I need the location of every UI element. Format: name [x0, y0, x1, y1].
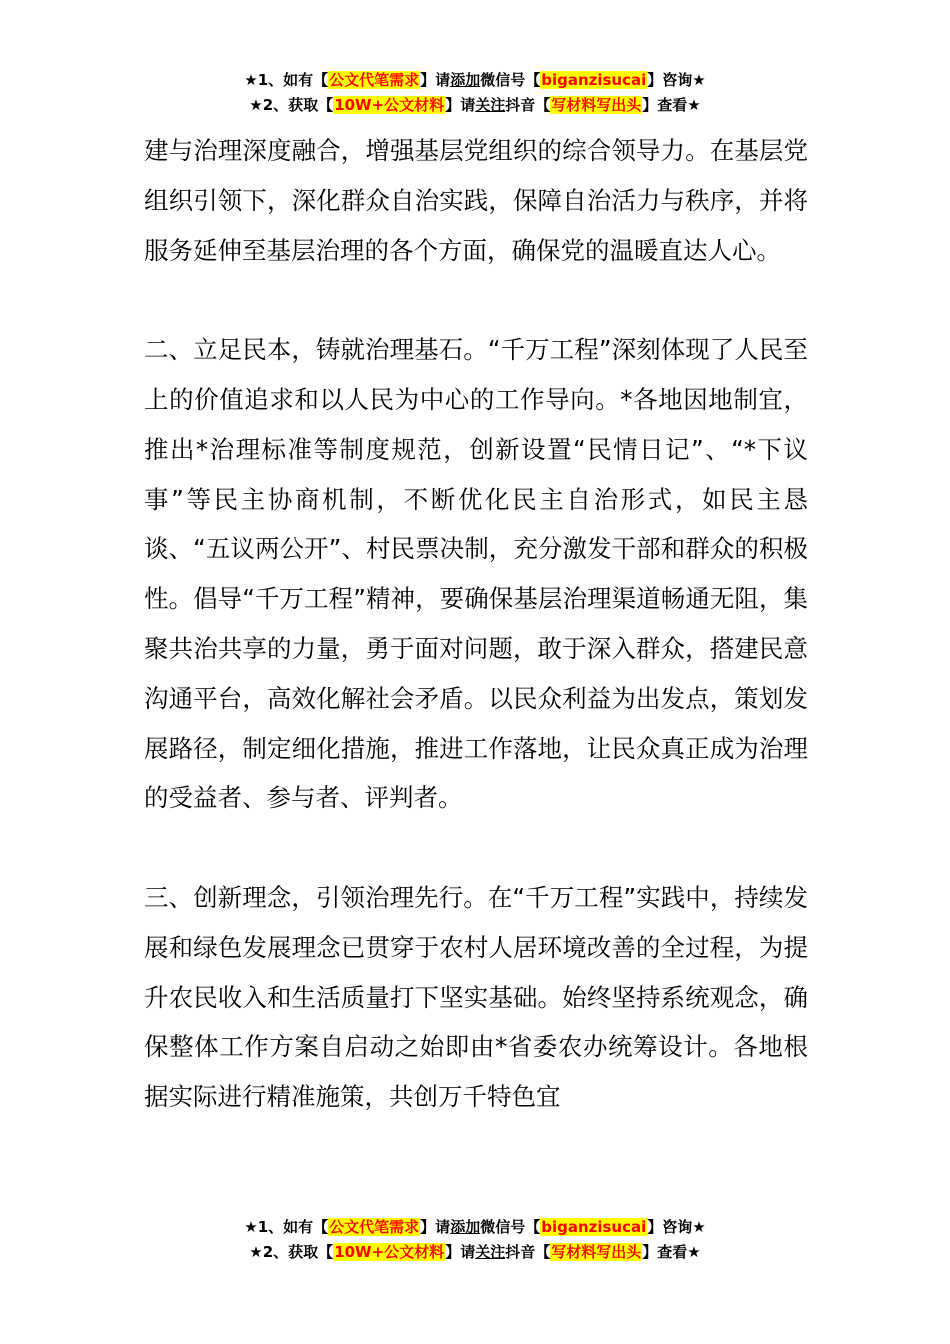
banner-line-1-mid: 】请	[420, 71, 451, 89]
banner-line-2-highlight-materials: 10W+公文材料	[334, 96, 445, 114]
banner-line-2-underlined: 关注	[475, 96, 506, 114]
footer-line-2-underlined: 关注	[475, 1243, 506, 1261]
footer-line-1-highlight-wechat: biganzisucai	[541, 1218, 647, 1236]
paragraph-2: 二、立足民本，铸就治理基石。“千万工程”深刻体现了人民至上的价值追求和以人民为中心的工作导向。*各地因地制宜，推出*治理标准等制度规范，创新设置“民情日记”、“*下议事”等民主协商机制，不断优化民主自治形式，如民主恳谈、“五议两公开”、村民票决制，充分激发干部和群众的积极性。倡导“千万工程”精神，要确保基层治理渠道畅通无阻，集聚共治共享的力量，勇于面对问题，敢于深入群众，搭建民意沟通平台，高效化解社会矛盾。以民众利益为出发点，策划发展路径，制定细化措施，推进工作落地，让民众真正成为治理的受益者、参与者、评判者。	[144, 335, 808, 813]
banner-line-2-prefix: ★2、获取【	[249, 96, 334, 114]
footer-line-1-mid2: 微信号【	[480, 1218, 541, 1236]
footer-line-2-mid: 】请	[445, 1243, 476, 1261]
banner-line-1-highlight-service: 公文代笔需求	[329, 71, 420, 89]
banner-line-1-mid2: 微信号【	[480, 71, 541, 89]
footer-line-1-prefix: ★1、如有【	[244, 1218, 329, 1236]
footer-line-1-mid: 】请	[420, 1218, 451, 1236]
banner-line-2-suffix: 】查看★	[642, 96, 701, 114]
paragraph-spacer	[144, 823, 808, 873]
banner-line-2	[0, 93, 950, 118]
header-banner	[0, 68, 950, 118]
footer-line-1-underlined: 添加	[450, 1218, 481, 1236]
banner-line-2-highlight-douyin: 写材料写出头	[551, 96, 642, 114]
paragraph-spacer	[144, 275, 808, 325]
footer-line-2-highlight-materials: 10W+公文材料	[334, 1243, 445, 1261]
banner-line-1-prefix: ★1、如有【	[244, 71, 329, 89]
banner-line-1-suffix: 】咨询★	[647, 71, 706, 89]
footer-line-2-mid2: 抖音【	[505, 1243, 551, 1261]
banner-line-1-underlined: 添加	[450, 71, 481, 89]
footer-line-2	[0, 1240, 950, 1265]
banner-line-1-highlight-wechat: biganzisucai	[541, 71, 647, 89]
banner-line-1	[0, 68, 950, 93]
footer-line-2-highlight-douyin: 写材料写出头	[551, 1243, 642, 1261]
document-body	[144, 126, 808, 1122]
banner-line-2-mid: 】请	[445, 96, 476, 114]
footer-line-2-suffix: 】查看★	[642, 1243, 701, 1261]
banner-line-2-mid2: 抖音【	[505, 96, 551, 114]
footer-line-1-suffix: 】咨询★	[647, 1218, 706, 1236]
footer-line-1-highlight-service: 公文代笔需求	[329, 1218, 420, 1236]
footer-line-2-prefix: ★2、获取【	[249, 1243, 334, 1261]
footer-line-1	[0, 1215, 950, 1240]
footer-banner	[0, 1215, 950, 1265]
paragraph-3: 三、创新理念，引领治理先行。在“千万工程”实践中，持续发展和绿色发展理念已贯穿于农村人居环境改善的全过程，为提升农民收入和生活质量打下坚实基础。始终坚持系统观念，确保整体工作方案自启动之始即由*省委农办统筹设计。各地根据实际进行精准施策，共创万千特色宜	[144, 882, 808, 1112]
paragraph-1: 建与治理深度融合，增强基层党组织的综合领导力。在基层党组织引领下，深化群众自治实践，保障自治活力与秩序，并将服务延伸至基层治理的各个方面，确保党的温暖直达人心。	[144, 136, 808, 265]
